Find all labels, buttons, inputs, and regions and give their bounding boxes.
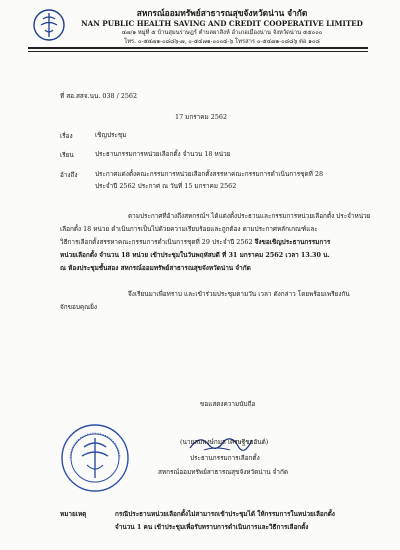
- org-address: ๔๗/๑ หมู่ที่ ๕ บ้านสุมนราษฎร์ ตำบลผาสิงห์ อำเภอเมืองน่าน จังหวัดน่าน ๕๕๐๐๐: [121, 30, 323, 36]
- closing-text: ขอแสดงความนับถือ: [200, 400, 256, 408]
- note-line-1: กรณีประธานหน่วยเลือกตั้งไม่สามารถเข้าประชุมได้ ให้กรรมการในหน่วยเลือกตั้ง: [115, 510, 335, 518]
- recipient-label: เรียน: [60, 151, 74, 159]
- body-line-6: จึงเรียนมาเพื่อทราบ และเข้าร่วมประชุมตามวัน เวลา ดังกล่าว โดยพร้อมเพรียงกัน: [128, 290, 350, 298]
- reference-number: ที่ สอ.สสจ.นน. 038 / 2562: [60, 92, 138, 100]
- body-line-2: เลือกตั้ง 18 หน่วย ดำเนินการเป็นไปด้วยความเรียบร้อยและถูกต้อง ตามประกาศหลักเกณฑ์และ: [60, 225, 318, 233]
- body-line-3-text: วิธีการเลือกตั้งสรรหาคณะกรรมการดำเนินการชุดที่ 29 ประจำปี 2562: [60, 238, 253, 246]
- body-line-1: ตามประกาศที่อ้างถึงสหกรณ์ฯ ได้แต่งตั้งประธานและกรรมการหน่วยเลือกตั้ง ประจำหน่วย: [128, 212, 371, 220]
- body-line-5: ณ ห้องประชุมชั้นสอง สหกรณ์ออมทรัพย์สาธารณสุขจังหวัดน่าน จำกัด: [60, 264, 251, 272]
- body-line-3: [60, 238, 330, 247]
- reference-line-2: ประจำปี 2562 ประกาศ ณ วันที่ 15 มกราคม 2562: [95, 182, 237, 190]
- recipient-text: ประธานกรรมการหน่วยเลือกตั้ง จำนวน 18 หน่วย: [95, 150, 231, 158]
- org-phone: โทร. ๐-๕๔๗๑-๐๘๘๖-๗, ๐-๕๔๗๑-๐๐๐๔-๖ โทรสาร ๐-๕๔๗๑-๐๘๘๖ ต่อ ๑๐๘: [124, 39, 320, 45]
- note-label: หมายเหตุ: [60, 510, 87, 518]
- body-line-7: จักขอบคุณยิ่ง: [60, 303, 97, 311]
- subject-label: เรื่อง: [60, 132, 73, 140]
- reference-label: อ้างถึง: [60, 171, 78, 179]
- cooperative-logo-icon: [32, 8, 66, 42]
- letterhead: [72, 8, 372, 47]
- letter-date: 17 มกราคม 2562: [175, 113, 228, 121]
- signer-position: ประธานกรรมการเลือกตั้ง: [190, 454, 260, 462]
- reference-line-1: ประกาศแต่งตั้งคณะกรรมการหน่วยเลือกตั้งสรรหาคณะกรรมการดำเนินการชุดที่ 28: [95, 170, 324, 178]
- subject-text: เชิญประชุม: [95, 131, 127, 139]
- signer-organization: สหกรณ์ออมทรัพย์สาธารณสุขจังหวัดน่าน จำกัด: [158, 468, 288, 476]
- cooperative-seal-icon: [60, 423, 130, 493]
- org-name-thai: สหกรณ์ออมทรัพย์สาธารณสุขจังหวัดน่าน จำกัด: [136, 8, 308, 18]
- signer-name: (นายสมพงษ์กมล เศรษฐีชยอันต์): [180, 438, 269, 446]
- org-name-english: NAN PUBLIC HEALTH SAVING AND CREDIT COOPERATIVE LIMITED: [81, 19, 363, 28]
- header-rule-thin: [28, 51, 368, 52]
- body-line-3-bold: จึงขอเชิญประธานกรรมการ: [254, 238, 331, 246]
- body-line-4: หน่วยเลือกตั้ง จำนวน 18 หน่วย เข้าประชุมในวันพฤหัสบดี ที่ 31 มกราคม 2562 เวลา 13.30 น.: [60, 251, 330, 259]
- note-line-2: จำนวน 1 คน เข้าประชุมเพื่อรับทราบการดำเนินการและวิธีการเลือกตั้ง: [115, 523, 309, 531]
- header-rule: [28, 47, 368, 49]
